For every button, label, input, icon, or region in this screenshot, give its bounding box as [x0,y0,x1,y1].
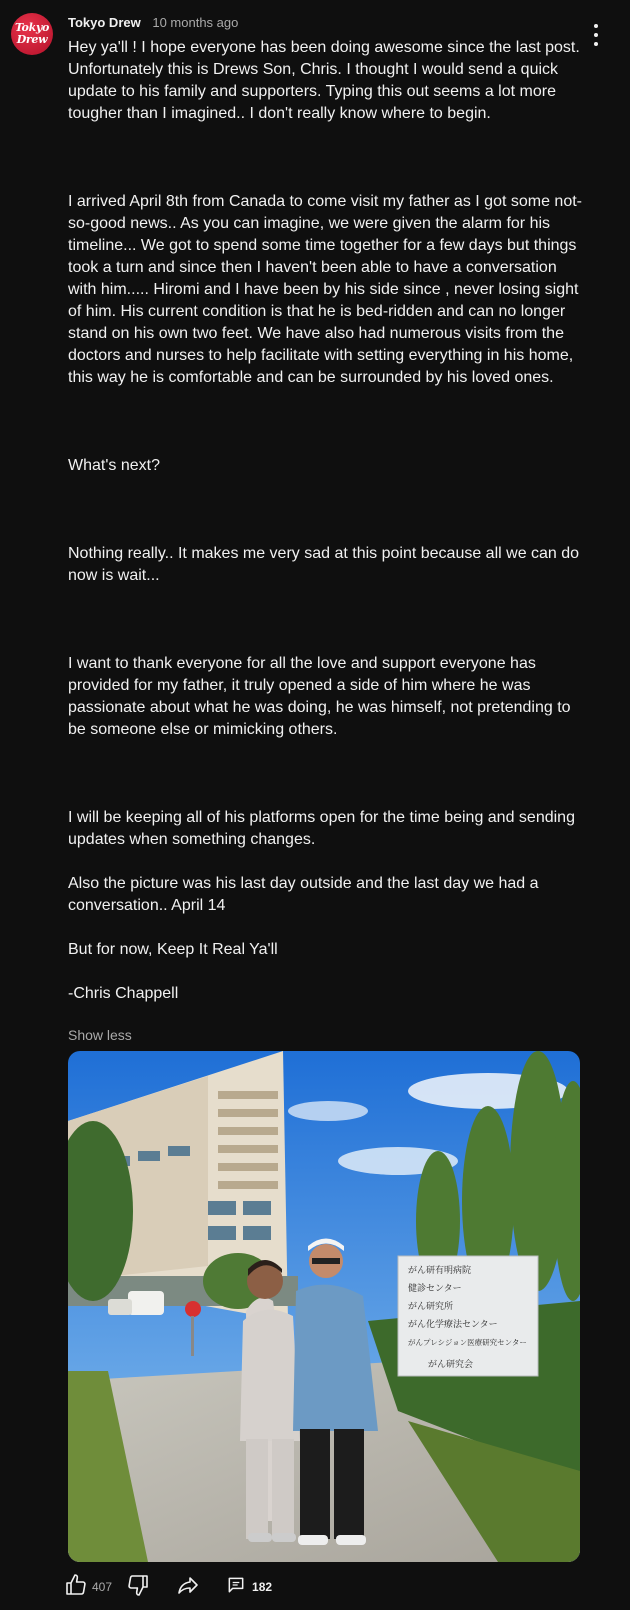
post-paragraph: What's next? [68,457,160,474]
post-time: 10 months ago [152,15,239,30]
post-paragraph: -Chris Chappell [68,985,179,1002]
svg-text:がん化学療法センター: がん化学療法センター [408,1320,498,1330]
post-paragraph: Also the picture was his last day outside and the last day we had a conversation.. April 14 [68,875,539,914]
share-icon [176,1573,200,1602]
thumb-down-icon [126,1573,150,1602]
like-count: 407 [92,1580,113,1594]
svg-text:がん研究所: がん研究所 [408,1302,454,1312]
svg-text:健診センター: 健診センター [408,1284,462,1294]
dislike-button[interactable] [126,1573,150,1602]
post-paragraph: Hey ya'll ! I hope everyone has been doing awesome since the last post. Unfortunately this is Drews Son, Chris. I thought I would send a quick update to his family and supporters. Typing this out seems a lot more tougher than I imagined.. I don't really know where to begin. [68,39,580,122]
post-paragraph: But for now, Keep It Real Ya'll [68,941,278,958]
share-button[interactable] [176,1573,200,1602]
post-paragraph: I want to thank everyone for all the love and support everyone has provided for my father, it truly opened a side of him where he was passionate about what he was doing, he was himself, not pretending to be someone else or mimicking others. [68,655,571,738]
svg-text:がん研究会: がん研究会 [428,1360,474,1370]
post-header [68,15,238,30]
action-bar [64,1572,364,1602]
comment-icon [226,1575,246,1600]
post-photo[interactable] [68,1051,580,1562]
avatar-logo-text: Tokyo Drew [14,21,50,46]
post-body [68,37,588,1005]
post-paragraph: I arrived April 8th from Canada to come visit my father as I got some not-so-good news.. As you can imagine, we were given the alarm for his timeline... We got to spend some time together for a few days but things took a turn and since then I haven't been able to have a conversation with him..... Hiromi and I have been by his side since , never losing sight of him. His current condition is that he is bed-ridden and can no longer stand on his own two feet. We have also had numerous visits from the doctors and nurses to help facilitate with setting everything in his home, this way he is comfortable and can be surrounded by his loved ones. [68,193,582,386]
post-paragraph: I will be keeping all of his platforms open for the time being and sending updates when something changes. [68,809,575,848]
thumb-up-icon [64,1573,88,1602]
svg-text:がん研有明病院: がん研有明病院 [408,1266,472,1276]
comment-count: 182 [252,1580,273,1594]
more-vert-icon[interactable] [586,24,606,46]
comments-button[interactable] [226,1575,272,1600]
like-button[interactable] [64,1573,112,1602]
svg-text:がんプレシジョン医療研究センター: がんプレシジョン医療研究センター [408,1338,527,1347]
channel-avatar[interactable] [11,13,53,55]
show-less-button[interactable]: Show less [68,1027,132,1043]
channel-name[interactable]: Tokyo Drew [68,15,141,30]
post-paragraph: Nothing really.. It makes me very sad at this point because all we can do now is wait... [68,545,580,584]
